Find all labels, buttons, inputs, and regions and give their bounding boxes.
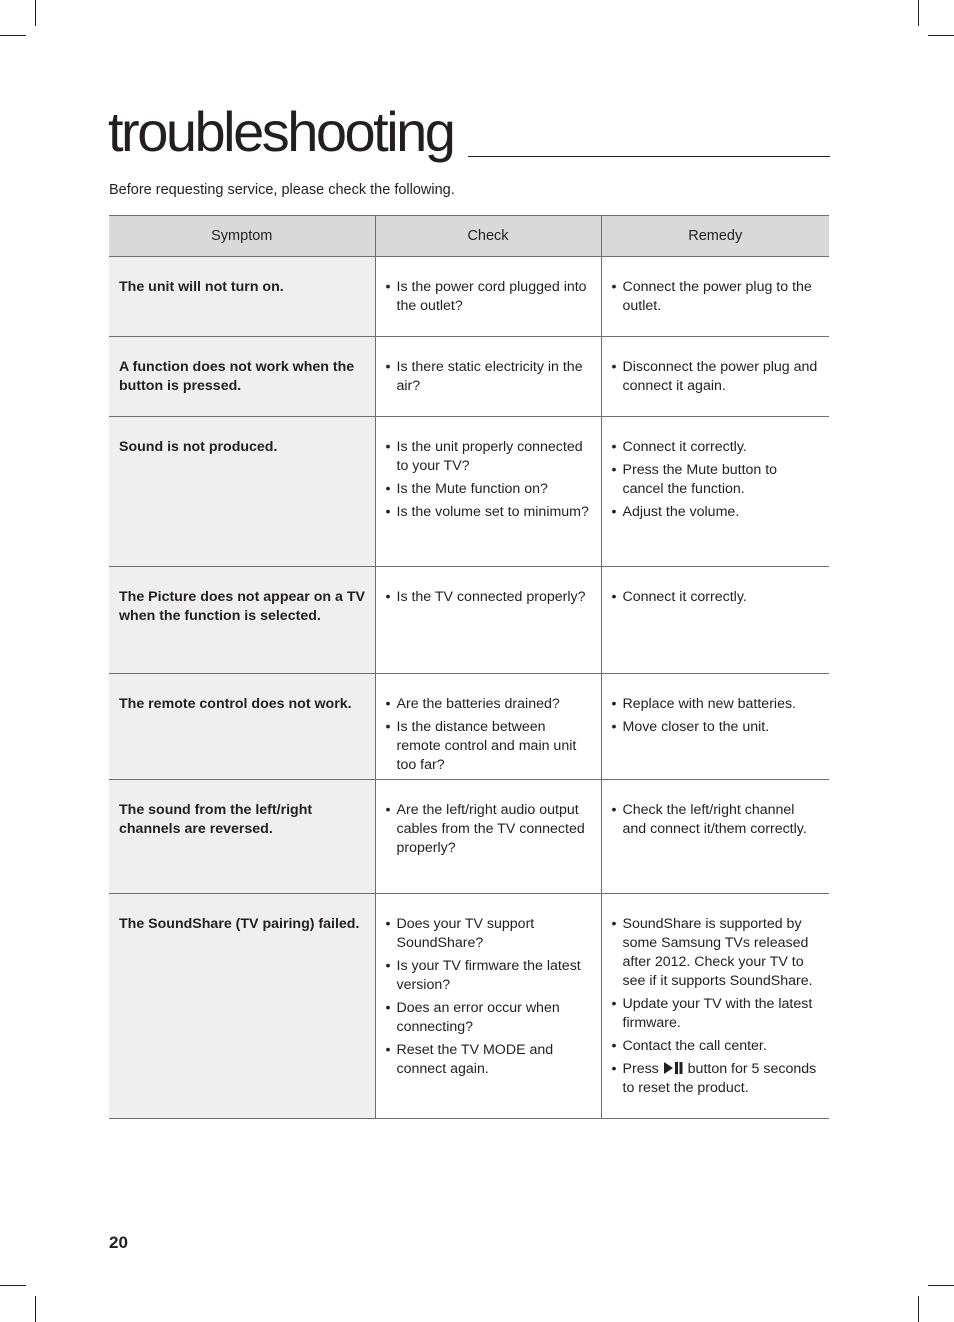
remedy-item-press — [612, 1060, 822, 1098]
table-row — [109, 257, 829, 337]
crop-mark — [0, 35, 26, 36]
remedy-cell — [601, 674, 829, 780]
table-row — [109, 417, 829, 567]
check-item: • Is the unit properly connected to your TV? — [386, 438, 593, 476]
check-list — [386, 695, 593, 775]
symptom-cell: A function does not work when the button is pressed. — [109, 337, 375, 417]
check-cell — [375, 417, 601, 567]
remedy-item: • Disconnect the power plug and connect it again. — [612, 358, 822, 396]
check-list — [386, 278, 593, 316]
check-list — [386, 801, 593, 858]
check-list — [386, 588, 593, 607]
remedy-list — [612, 695, 822, 737]
remedy-item: • Press the Mute button to cancel the function. — [612, 461, 822, 499]
check-item: • Does an error occur when connecting? — [386, 999, 593, 1037]
symptom-cell: The sound from the left/right channels are reversed. — [109, 780, 375, 894]
header-symptom: Symptom — [109, 216, 375, 257]
remedy-cell — [601, 780, 829, 894]
remedy-item: • Check the left/right channel and connect it/them correctly. — [612, 801, 822, 839]
check-list — [386, 438, 593, 522]
remedy-list — [612, 358, 822, 396]
remedy-item: • SoundShare is supported by some Samsung TVs released after 2012. Check your TV to see if it supports SoundShare. — [612, 915, 822, 991]
symptom-cell: Sound is not produced. — [109, 417, 375, 567]
press-label: Press — [622, 1061, 659, 1077]
table-row — [109, 567, 829, 674]
check-item: • Is there static electricity in the air? — [386, 358, 593, 396]
table-row — [109, 894, 829, 1119]
check-item: • Is the volume set to minimum? — [386, 503, 593, 522]
check-cell — [375, 894, 601, 1119]
play-pause-icon — [664, 1062, 683, 1074]
check-item: • Is the TV connected properly? — [386, 588, 593, 607]
crop-mark — [918, 0, 919, 26]
crop-mark — [0, 1285, 26, 1286]
remedy-item: • Connect the power plug to the outlet. — [612, 278, 822, 316]
check-item: • Are the batteries drained? — [386, 695, 593, 714]
press-rest: button for 5 seconds to reset the product. — [622, 1061, 817, 1096]
check-item: • Reset the TV MODE and connect again. — [386, 1041, 593, 1079]
check-cell — [375, 337, 601, 417]
crop-mark — [35, 1296, 36, 1322]
check-item: • Is the distance between remote control and main unit too far? — [386, 718, 593, 775]
check-list — [386, 915, 593, 1079]
crop-mark — [35, 0, 36, 26]
remedy-item: • Move closer to the unit. — [612, 718, 822, 737]
title-rule — [468, 156, 830, 157]
symptom-cell: The Picture does not appear on a TV when the function is selected. — [109, 567, 375, 674]
remedy-item: • Adjust the volume. — [612, 503, 822, 522]
remedy-item: • Connect it correctly. — [612, 438, 822, 457]
table-header-row — [109, 216, 829, 257]
intro-text: Before requesting service, please check the following. — [109, 182, 455, 198]
remedy-item: • Connect it correctly. — [612, 588, 822, 607]
header-remedy: Remedy — [601, 216, 829, 257]
remedy-list — [612, 801, 822, 839]
check-item: • Is the Mute function on? — [386, 480, 593, 499]
remedy-cell — [601, 894, 829, 1119]
symptom-cell: The unit will not turn on. — [109, 257, 375, 337]
crop-mark — [928, 1285, 954, 1286]
check-item: • Is your TV firmware the latest version? — [386, 957, 593, 995]
table-row — [109, 674, 829, 780]
page-number: 20 — [109, 1233, 128, 1252]
table-row — [109, 337, 829, 417]
table-row — [109, 780, 829, 894]
remedy-list — [612, 915, 822, 1098]
check-item: • Is the power cord plugged into the outlet? — [386, 278, 593, 316]
remedy-list — [612, 278, 822, 316]
crop-mark — [928, 35, 954, 36]
page-title: troubleshooting — [108, 100, 454, 163]
check-cell — [375, 780, 601, 894]
check-item: • Are the left/right audio output cables from the TV connected properly? — [386, 801, 593, 858]
check-cell — [375, 257, 601, 337]
header-check: Check — [375, 216, 601, 257]
remedy-item: • Replace with new batteries. — [612, 695, 822, 714]
remedy-cell — [601, 337, 829, 417]
remedy-item: • Contact the call center. — [612, 1037, 822, 1056]
symptom-cell: The SoundShare (TV pairing) failed. — [109, 894, 375, 1119]
remedy-cell — [601, 567, 829, 674]
check-cell — [375, 567, 601, 674]
symptom-cell: The remote control does not work. — [109, 674, 375, 780]
check-list — [386, 358, 593, 396]
remedy-list — [612, 438, 822, 522]
check-cell — [375, 674, 601, 780]
check-item: • Does your TV support SoundShare? — [386, 915, 593, 953]
remedy-list — [612, 588, 822, 607]
troubleshooting-table — [109, 215, 829, 1119]
remedy-item: • Update your TV with the latest firmware. — [612, 995, 822, 1033]
crop-mark — [918, 1296, 919, 1322]
remedy-cell — [601, 257, 829, 337]
remedy-cell — [601, 417, 829, 567]
